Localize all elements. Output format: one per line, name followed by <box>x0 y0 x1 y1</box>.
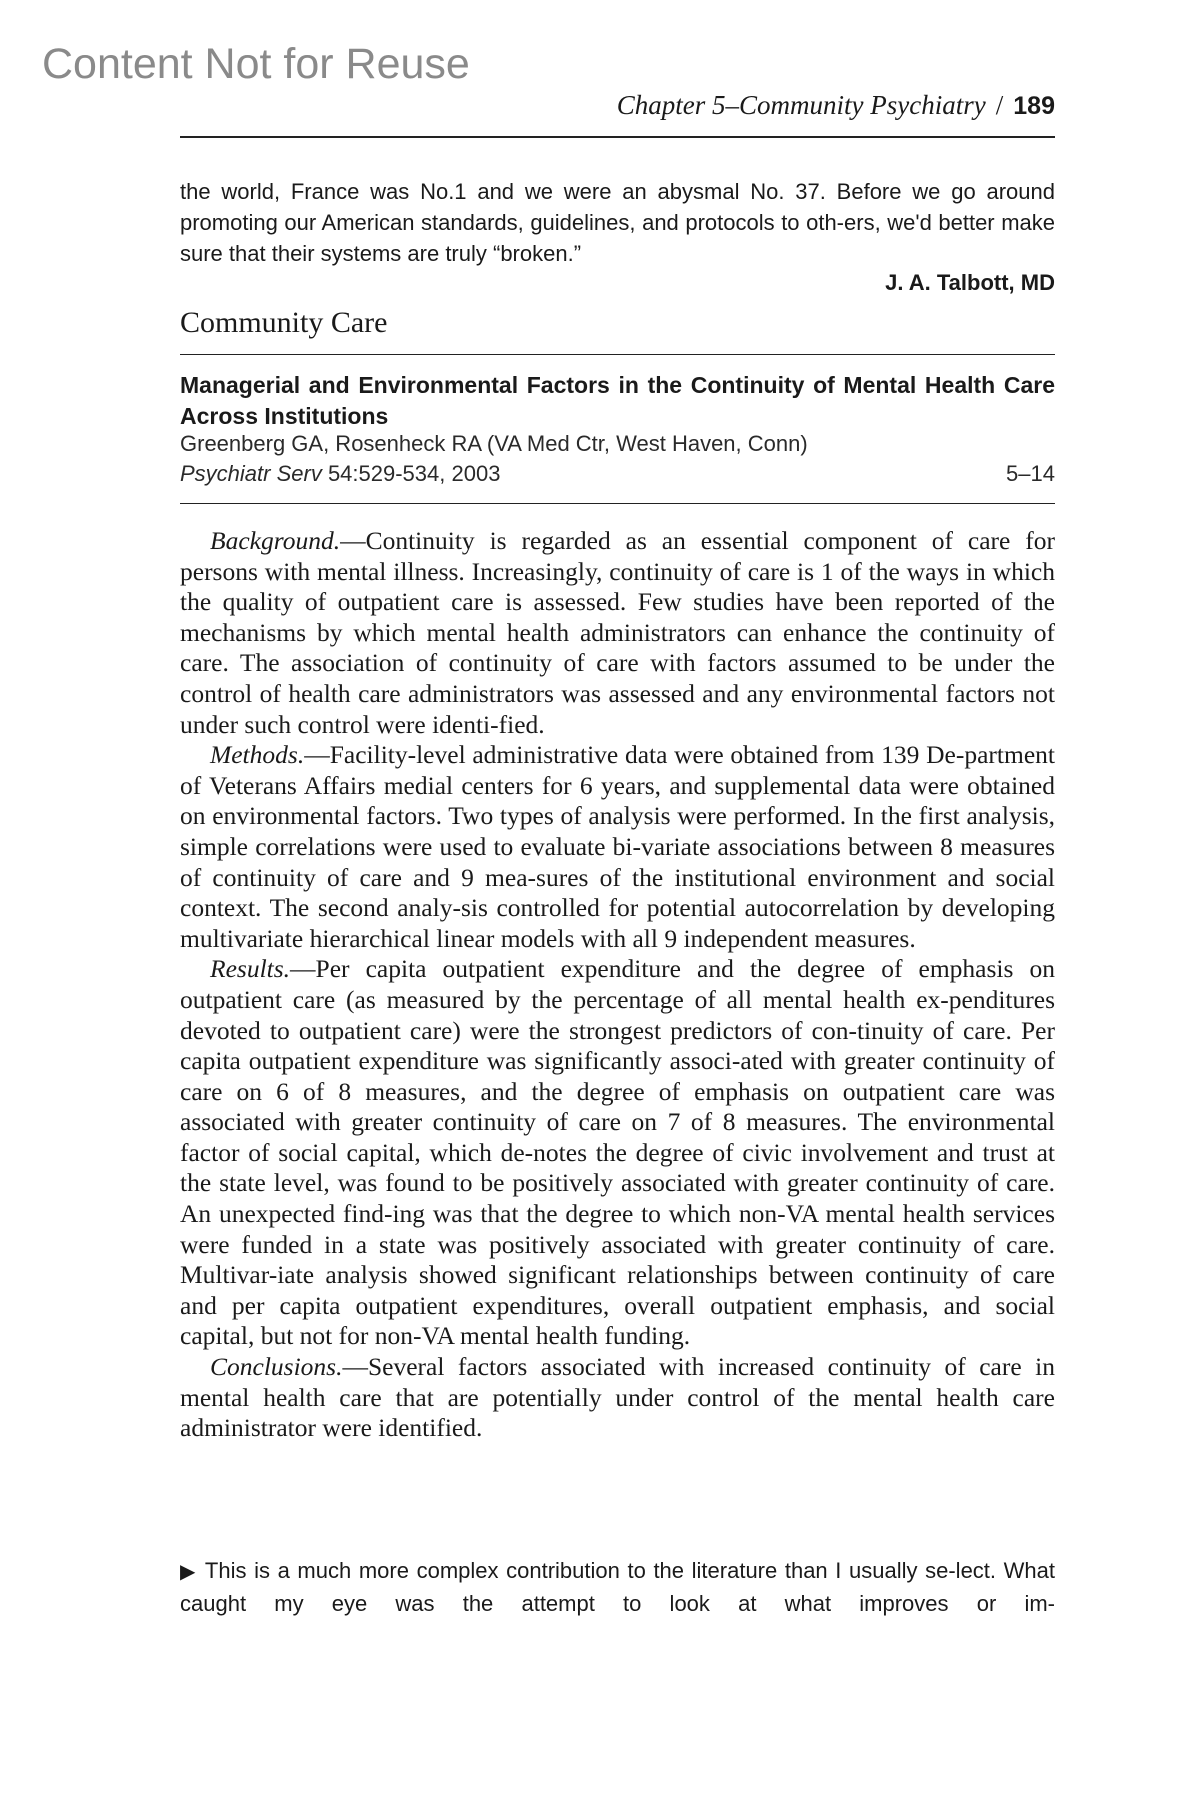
abstract-text: —Facility-level administrative data were obtained from 139 De-partment of Veterans Affairs medial centers for 6 years, and supplemental data were obtained on environmental factors. Two types of analysis were performed. In the first analysis, simple correlations were used to evaluate bi-variate associations between 8 measures of continuity of care and 9 mea-sures of the institutional environment and social context. The second analy-sis controlled for potential autocorrelation by developing multivariate hierarchical linear models with all 9 independent measures. <box>180 740 1055 953</box>
article-title: Managerial and Environmental Factors in the Continuity of Mental Health Care Across Institutions <box>180 372 1055 429</box>
abstract-label: Background. <box>210 526 341 555</box>
article-rule <box>180 503 1055 504</box>
editor-comment <box>180 1555 1055 1619</box>
abstract-paragraph <box>180 740 1055 954</box>
signature: J. A. Talbott, MD <box>885 270 1055 295</box>
abstract-label: Results. <box>210 954 291 984</box>
header-rule <box>180 136 1055 138</box>
abstract-paragraph <box>180 526 1055 740</box>
article-authors: Greenberg GA, Rosenheck RA (VA Med Ctr, West Haven, Conn) <box>180 431 808 456</box>
running-head <box>617 90 1055 121</box>
abstract-label: Methods. <box>210 740 305 770</box>
header-separator: / <box>995 90 1004 120</box>
section-rule <box>180 354 1055 355</box>
abstract-label: Conclusions. <box>210 1352 343 1382</box>
arrow-icon: ▶ <box>180 1561 197 1583</box>
abstract-paragraph <box>180 1352 1055 1444</box>
journal-name: Psychiatr Serv <box>180 461 322 486</box>
chapter-title: Chapter 5–Community Psychiatry <box>616 90 986 120</box>
article-citation <box>180 461 500 487</box>
abstract-text: —Per capita outpatient expenditure and the degree of emphasis on outpatient care (as measured by the percentage of all mental health ex-penditures devoted to outpatient care) were the strongest predictors of con-tinuity of care. Per capita outpatient expenditure was significantly associ-ated with greater continuity of care on 6 of 8 measures, and the degree of emphasis on outpatient care was associated with greater continuity of care on 7 of 8 measures. The environmental factor of social capital, which de-notes the degree of civic involvement and trust at the state level, was found to be positively associated with greater continuity of care. An unexpected find-ing was that the degree to which non-VA mental health services were funded in a state was positively associated with greater continuity of care. Multivar-iate analysis showed significant relationships between continuity of care and per capita outpatient expenditures, overall outpatient emphasis, and social capital, but not for non-VA mental health funding. <box>180 954 1055 1351</box>
abstract <box>180 526 1055 1444</box>
comment-text: This is a much more complex contribution to the literature than I usually se-lect. What caught my eye was the attempt to look at what improves or im- <box>180 1558 1055 1616</box>
page-number: 189 <box>1013 92 1055 120</box>
abstract-paragraph <box>180 954 1055 1352</box>
citation-details: 54:529-534, 2003 <box>321 461 501 486</box>
watermark: Content Not for Reuse <box>42 40 470 88</box>
intro-paragraph: the world, France was No.1 and we were an abysmal No. 37. Before we go around promoting our American standards, guidelines, and protocols to oth-ers, we'd better make sure that their systems are truly “broken.” <box>180 179 1055 266</box>
section-title: Community Care <box>180 306 388 339</box>
article-code: 5–14 <box>1006 461 1055 486</box>
abstract-text: —Continuity is regarded as an essential component of care for persons with mental illness. Increasingly, continuity of care is 1 of the ways in which the quality of outpatient care is assessed. Few studies have been reported of the mechanisms by which mental health administrators can enhance the continuity of care. The association of continuity of care with factors assumed to be under the control of health care administrators was assessed and any environmental factors not under such control were identi-fied. <box>180 526 1055 739</box>
abstract-text: —Several factors associated with increased continuity of care in mental health care that are potentially under control of the mental health care administrator were identified. <box>180 1352 1055 1443</box>
